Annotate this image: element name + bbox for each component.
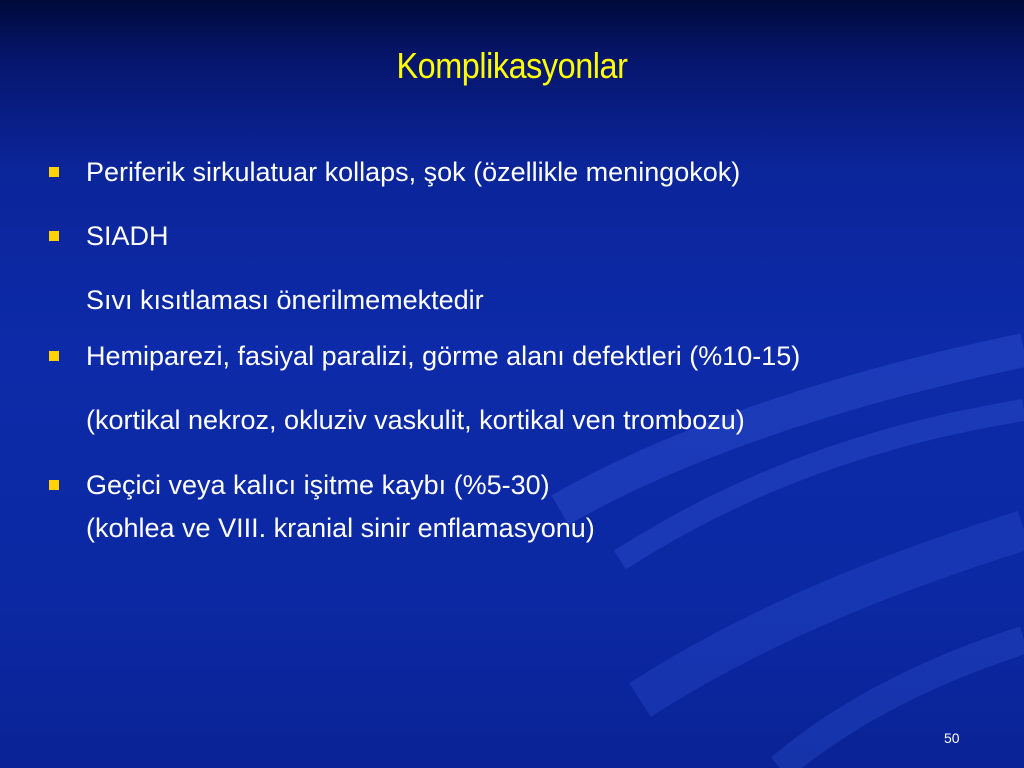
bullet-item-text: Periferik sirkulatuar kollaps, şok (özellikle meningokok)	[86, 157, 741, 187]
bullet-marker	[49, 167, 59, 177]
bullet-item-text: Geçici veya kalıcı işitme kaybı (%5-30)	[86, 470, 550, 500]
bullet-marker	[49, 231, 59, 241]
bullet-item-text: SIADH	[86, 221, 169, 251]
sub-item-text: (kohlea ve VIII. kranial sinir enflamasyonu)	[86, 513, 595, 543]
sub-item-text: (kortikal nekroz, okluziv vaskulit, kortikal ven trombozu)	[86, 405, 745, 435]
slide-title: Komplikasyonlar	[396, 45, 628, 86]
sub-item-text: Sıvı kısıtlaması önerilmemektedir	[86, 285, 484, 315]
page-number: 50	[944, 730, 960, 746]
bullet-item-text: Hemiparezi, fasiyal paralizi, görme alanı defektleri (%10-15)	[86, 341, 801, 371]
bullet-marker	[49, 351, 59, 361]
bullet-marker	[49, 480, 59, 490]
